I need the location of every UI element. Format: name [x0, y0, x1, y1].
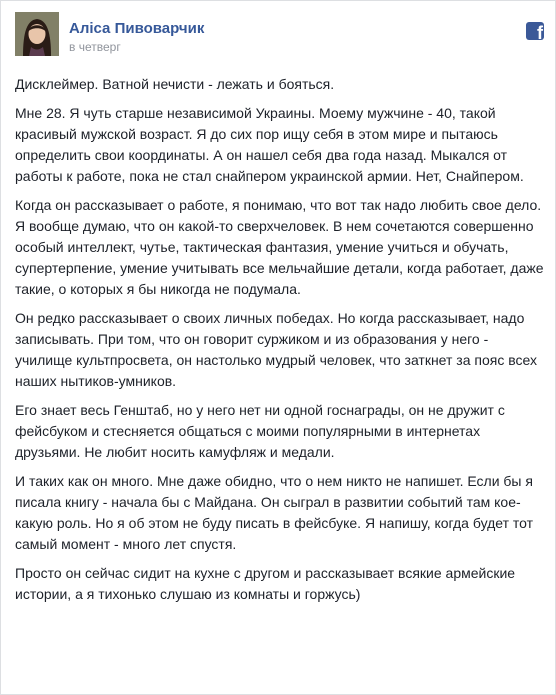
post-paragraph: И таких как он много. Мне даже обидно, что о нем никто не напишет. Если бы я писала книгу - начала бы с Майдана. Он сыграл в развитии событий там кое-какую роль. Но я об этом не буду писать в фейсбуке. Я напишу, когда будет тот самый момент - много лет спустя.	[15, 473, 534, 552]
post-paragraph: Когда он рассказывает о работе, я понимаю, что вот так надо любить свое дело. Я вообще думаю, что он какой-то сверхчеловек. В нем сочетаются совершенно особый интеллект, чутье, тактическая фантазия, умение учиться и обучать, супертерпение, умение учитывать все мельчайшие детали, когда работает, даже такие, о которых я бы никогда не подумала.	[15, 197, 544, 297]
post-paragraph: Просто он сейчас сидит на кухне с другом и рассказывает всякие армейские истории, а я тихонько слушаю из комнаты и горжусь)	[15, 565, 516, 602]
post-paragraph: Он редко рассказывает о своих личных победах. Но когда рассказывает, надо записывать. При том, что он говорит суржиком и из образования у него - училище культпросвета, он настолько мудрый человек, что заткнет за пояс всех наших нытиков-умников.	[15, 310, 537, 389]
post-timestamp[interactable]: в четверг	[69, 40, 121, 54]
author-name-link[interactable]: Аліса Пивоварчик	[69, 20, 205, 37]
avatar-photo	[15, 12, 59, 56]
post-paragraph: Дисклеймер. Ватной нечисти - лежать и бояться.	[15, 76, 335, 92]
post-body	[15, 74, 545, 613]
facebook-icon[interactable]: f	[526, 22, 544, 40]
post-paragraph: Его знает весь Генштаб, но у него нет ни одной госнаграды, он не дружит с фейсбуком и стесняется общаться с моими популярными в интернетах друзьями. Не любит носить камуфляж и медали.	[15, 402, 505, 460]
post-header	[1, 1, 556, 67]
avatar[interactable]	[15, 12, 59, 56]
post-paragraph: Мне 28. Я чуть старше независимой Украины. Моему мужчине - 40, такой красивый мужской возраст. Я до сих пор ищу себя в этом мире и пытаюсь определить свои координаты. А он нашел себя два года назад. Мыкался от работы к работе, пока не стал снайпером украинской армии. Нет, Снайпером.	[15, 105, 524, 184]
